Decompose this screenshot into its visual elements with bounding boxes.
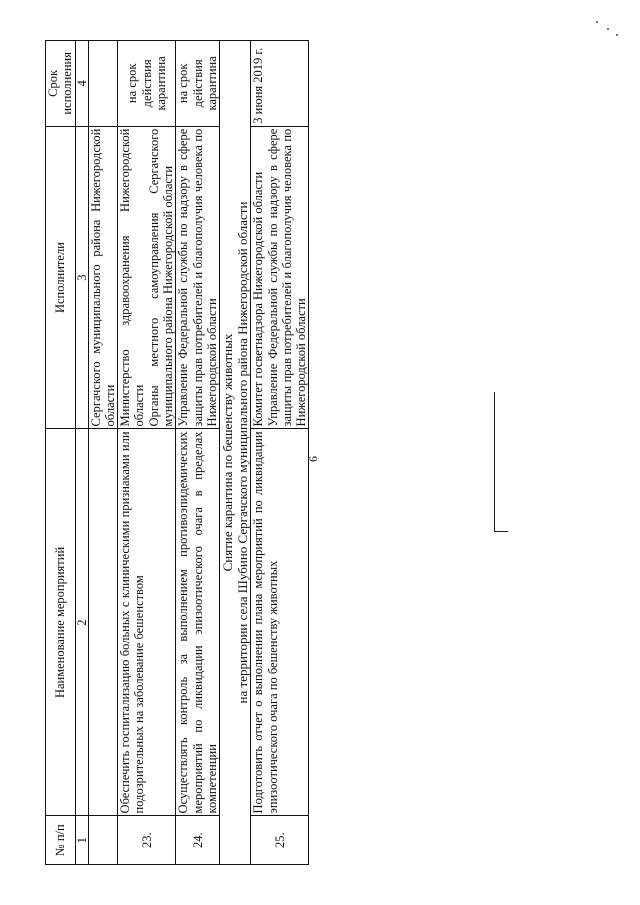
row-deadline: на срок действия карантина [176, 41, 220, 127]
row-num: 23. [118, 816, 176, 865]
row-activity [88, 429, 118, 816]
section-title [220, 41, 251, 865]
activities-table [45, 40, 309, 865]
row-activity: Осуществлять контроль за выполнением противоэпидемических мероприятий по ликвидации эпизоотического очага в пределах компетенции [176, 429, 220, 816]
table-row [118, 41, 176, 865]
executor-item: Комитет госветнадзора Нижегородской области [251, 171, 266, 427]
executor-item: Органы местного самоуправления Сергачского муниципального района Нижегородской области [146, 128, 176, 427]
scan-speck [607, 28, 609, 30]
section-title-line: Снятие карантина по бешенству животных [220, 333, 236, 572]
header-num: № п/п [46, 816, 76, 865]
row-executors [251, 126, 309, 429]
column-number: 1 [75, 816, 88, 865]
header-activity: Наименование мероприятий [46, 429, 76, 816]
executor-item: Министерство здравоохранения Нижегородской области [118, 128, 147, 427]
row-num: 25. [251, 816, 309, 865]
row-executors [118, 126, 176, 429]
column-number-row [75, 41, 88, 865]
section-header-row [220, 41, 251, 865]
signature-line-vertical [494, 392, 495, 532]
rotated-table-wrapper [45, 40, 370, 865]
column-number: 2 [75, 429, 88, 816]
column-number: 4 [75, 41, 88, 127]
row-num [88, 816, 118, 865]
row-activity: Обеспечить госпитализацию больных с клиническими признаками или подозрительных на заболевание бешенством [118, 429, 176, 816]
column-number: 3 [75, 126, 88, 429]
table-row [176, 41, 220, 865]
row-executor: Сергачского муниципального района Нижегородской области [88, 126, 118, 429]
header-deadline: Срок исполнения [46, 41, 76, 127]
section-title-line: на территории села Шубино Сергачского муниципального района Нижегородской области [235, 201, 251, 704]
row-deadline [88, 41, 118, 127]
table-row [88, 41, 118, 865]
row-executor: Управление Федеральной службы по надзору в сфере защиты прав потребителей и благополучия человека по Нижегородской области [176, 126, 220, 429]
row-deadline: 3 июня 2019 г. [251, 41, 309, 127]
row-num: 24. [176, 816, 220, 865]
scan-speck [616, 34, 618, 36]
header-executors: Исполнители [46, 126, 76, 429]
executor-item: Управление Федеральной службы по надзору в сфере защиты прав потребителей и благополучия человека по Нижегородской области [265, 128, 309, 427]
page-number: 6 [306, 456, 320, 462]
row-activity: Подготовить отчет о выполнении плана мероприятий по ликвидации эпизоотического очага по бешенству животных [251, 429, 309, 816]
row-deadline: на срок действия карантина [118, 41, 176, 127]
scan-speck [596, 21, 598, 23]
table-header-row [46, 41, 76, 865]
signature-line-horizontal [494, 531, 508, 532]
table-row [251, 41, 309, 865]
